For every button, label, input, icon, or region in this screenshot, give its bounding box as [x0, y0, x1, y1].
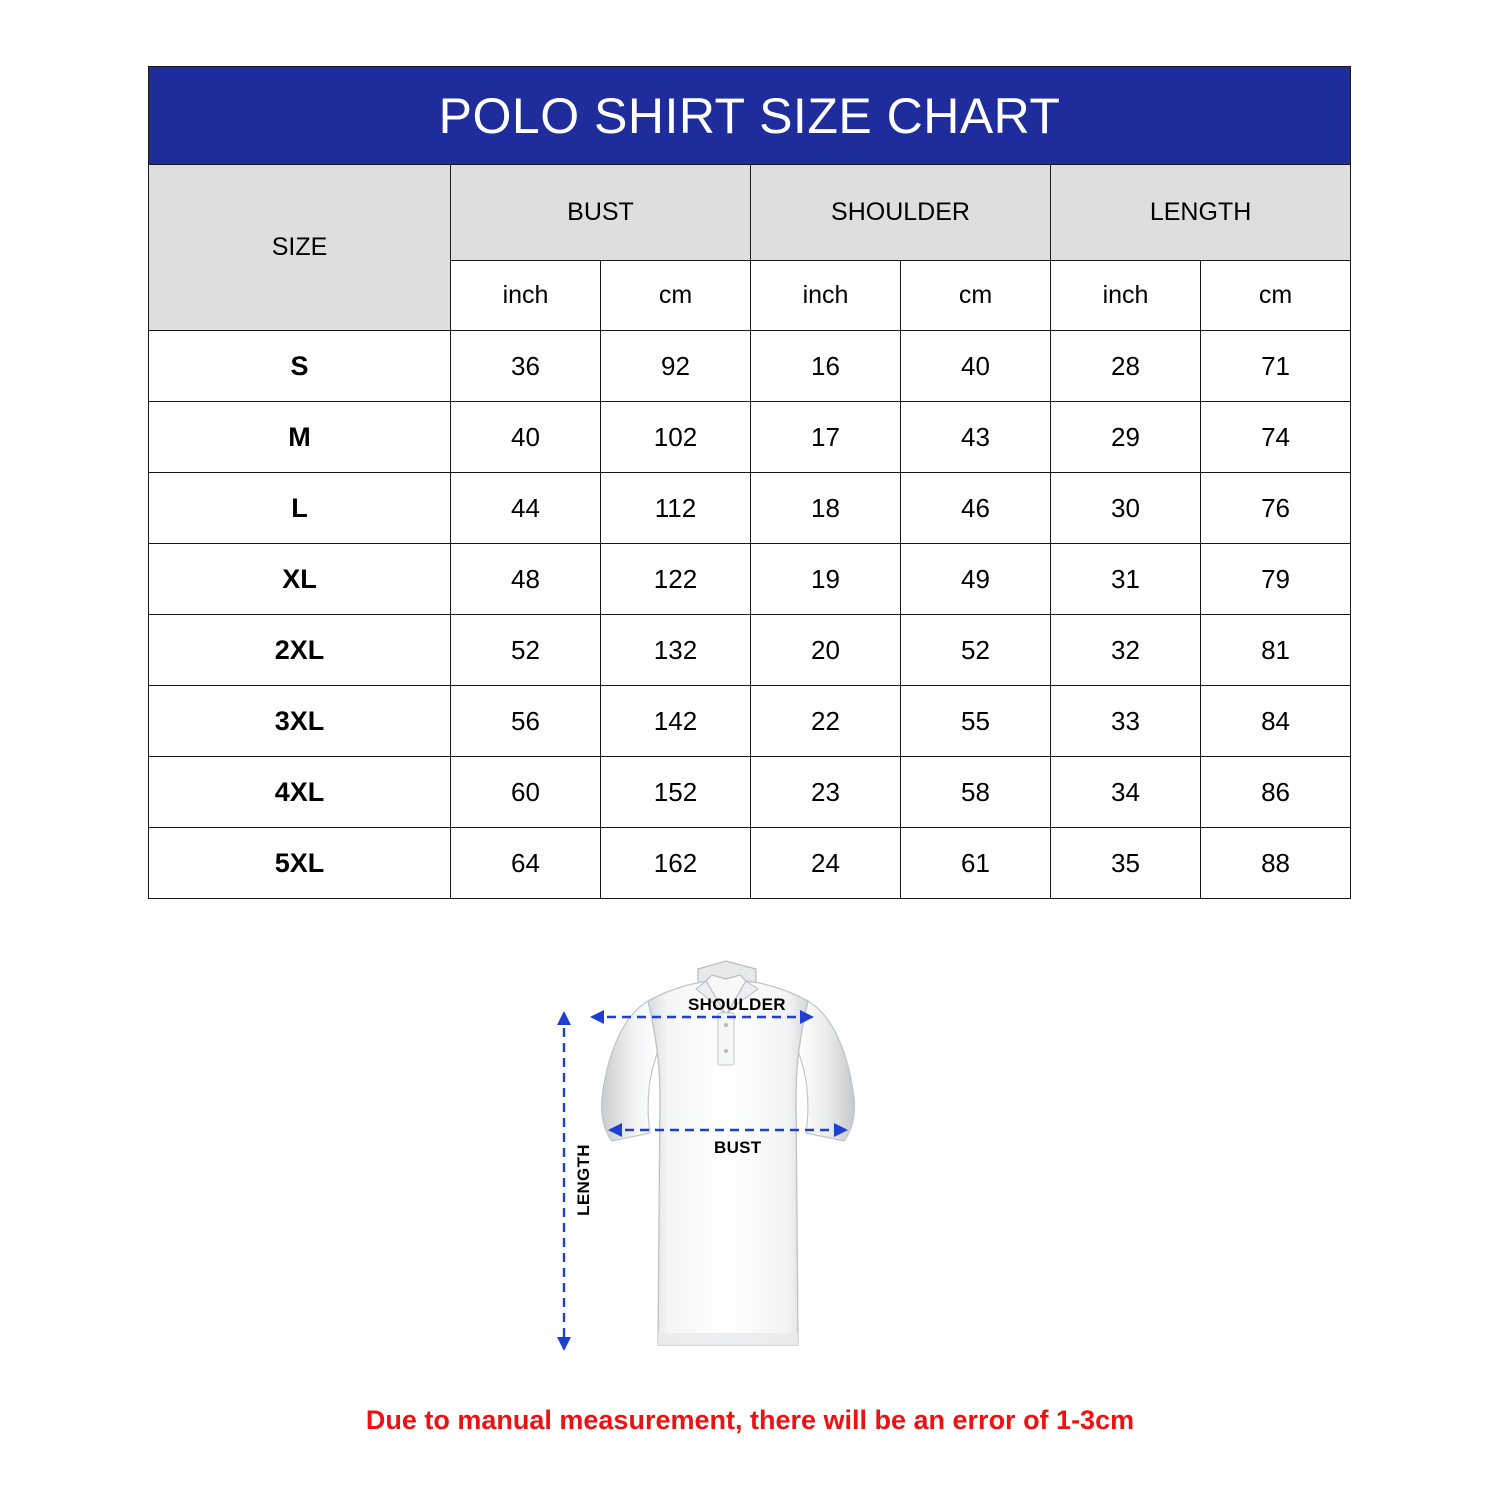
- cell-shoulder-inch: 19: [751, 544, 901, 615]
- cell-shoulder-inch: 22: [751, 686, 901, 757]
- cell-shoulder-cm: 61: [901, 828, 1051, 899]
- cell-shoulder-cm: 46: [901, 473, 1051, 544]
- cell-shoulder-inch: 23: [751, 757, 901, 828]
- cell-length-cm: 76: [1201, 473, 1351, 544]
- group-header-row: [149, 165, 1351, 261]
- cell-length-inch: 35: [1051, 828, 1201, 899]
- header-length: LENGTH: [1051, 165, 1351, 261]
- cell-length-cm: 84: [1201, 686, 1351, 757]
- header-size: SIZE: [149, 165, 451, 331]
- table-row: [149, 402, 1351, 473]
- table-row: [149, 686, 1351, 757]
- cell-size: L: [149, 473, 451, 544]
- cell-bust-inch: 60: [451, 757, 601, 828]
- cell-size: 5XL: [149, 828, 451, 899]
- unit-length-inch: inch: [1051, 261, 1201, 331]
- header-shoulder: SHOULDER: [751, 165, 1051, 261]
- cell-size: XL: [149, 544, 451, 615]
- cell-bust-inch: 44: [451, 473, 601, 544]
- size-chart-container: [148, 66, 1351, 899]
- cell-bust-cm: 142: [601, 686, 751, 757]
- bust-measure-label: BUST: [714, 1138, 762, 1157]
- cell-shoulder-cm: 52: [901, 615, 1051, 686]
- cell-length-cm: 71: [1201, 331, 1351, 402]
- cell-size: 4XL: [149, 757, 451, 828]
- table-row: [149, 757, 1351, 828]
- cell-size: S: [149, 331, 451, 402]
- cell-bust-inch: 56: [451, 686, 601, 757]
- cell-shoulder-cm: 40: [901, 331, 1051, 402]
- cell-length-inch: 28: [1051, 331, 1201, 402]
- cell-length-cm: 88: [1201, 828, 1351, 899]
- polo-shirt-size-chart-table: [148, 66, 1351, 899]
- unit-bust-cm: cm: [601, 261, 751, 331]
- shoulder-measure-label: SHOULDER: [688, 995, 786, 1014]
- cell-length-inch: 34: [1051, 757, 1201, 828]
- unit-shoulder-cm: cm: [901, 261, 1051, 331]
- cell-length-inch: 29: [1051, 402, 1201, 473]
- cell-bust-cm: 122: [601, 544, 751, 615]
- cell-bust-inch: 36: [451, 331, 601, 402]
- cell-shoulder-inch: 18: [751, 473, 901, 544]
- header-bust: BUST: [451, 165, 751, 261]
- cell-bust-inch: 40: [451, 402, 601, 473]
- cell-bust-cm: 132: [601, 615, 751, 686]
- unit-length-cm: cm: [1201, 261, 1351, 331]
- unit-shoulder-inch: inch: [751, 261, 901, 331]
- cell-bust-inch: 64: [451, 828, 601, 899]
- cell-shoulder-cm: 49: [901, 544, 1051, 615]
- table-row: [149, 615, 1351, 686]
- cell-shoulder-inch: 20: [751, 615, 901, 686]
- table-row: [149, 331, 1351, 402]
- table-row: [149, 544, 1351, 615]
- cell-shoulder-cm: 55: [901, 686, 1051, 757]
- cell-shoulder-inch: 24: [751, 828, 901, 899]
- unit-bust-inch: inch: [451, 261, 601, 331]
- cell-shoulder-inch: 17: [751, 402, 901, 473]
- measurement-disclaimer: Due to manual measurement, there will be an error of 1-3cm: [365, 1405, 1135, 1435]
- cell-length-cm: 74: [1201, 402, 1351, 473]
- cell-bust-cm: 162: [601, 828, 751, 899]
- cell-bust-inch: 48: [451, 544, 601, 615]
- cell-bust-cm: 112: [601, 473, 751, 544]
- cell-bust-cm: 152: [601, 757, 751, 828]
- table-row: [149, 828, 1351, 899]
- cell-shoulder-cm: 58: [901, 757, 1051, 828]
- cell-length-cm: 79: [1201, 544, 1351, 615]
- length-measure-label: LENGTH: [573, 1144, 593, 1216]
- cell-length-inch: 32: [1051, 615, 1201, 686]
- cell-bust-cm: 92: [601, 331, 751, 402]
- cell-shoulder-cm: 43: [901, 402, 1051, 473]
- cell-length-cm: 86: [1201, 757, 1351, 828]
- cell-length-inch: 31: [1051, 544, 1201, 615]
- cell-length-inch: 30: [1051, 473, 1201, 544]
- table-row: [149, 473, 1351, 544]
- cell-length-inch: 33: [1051, 686, 1201, 757]
- measurement-diagram: [520, 955, 940, 1375]
- cell-bust-cm: 102: [601, 402, 751, 473]
- cell-bust-inch: 52: [451, 615, 601, 686]
- page-title: POLO SHIRT SIZE CHART: [149, 67, 1351, 165]
- cell-size: 3XL: [149, 686, 451, 757]
- cell-size: 2XL: [149, 615, 451, 686]
- cell-shoulder-inch: 16: [751, 331, 901, 402]
- chart-title-row: [149, 67, 1351, 165]
- cell-length-cm: 81: [1201, 615, 1351, 686]
- cell-size: M: [149, 402, 451, 473]
